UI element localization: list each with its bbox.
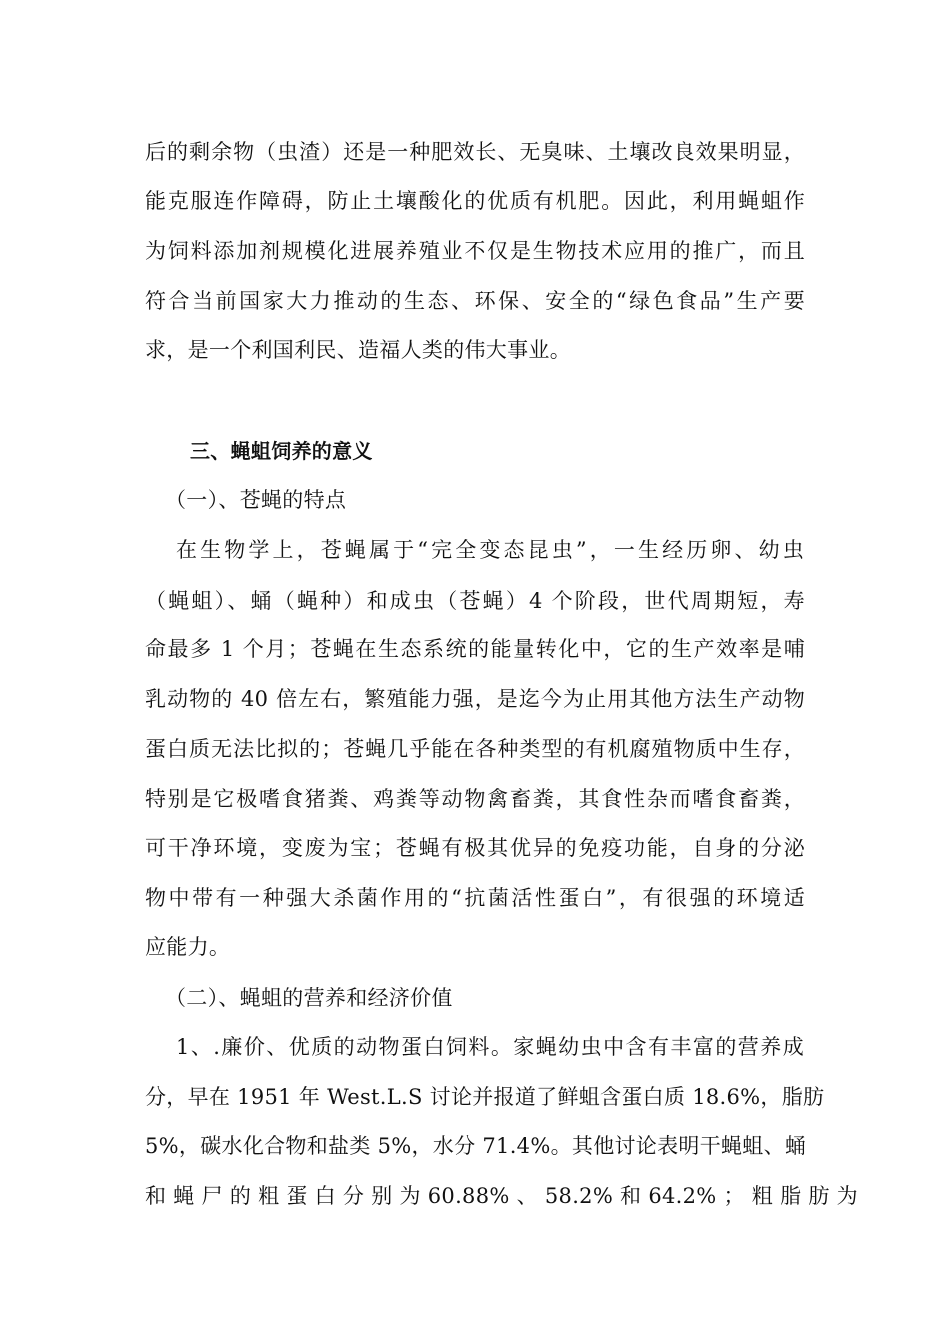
section-heading: 三、蝇蛆饲养的意义 (190, 439, 373, 463)
paragraph-line: 乳动物的 40 倍左右，繁殖能力强，是迄今为止用其他方法生产动物 (145, 687, 805, 711)
paragraph-line: 特别是它极嗜食猪粪、鸡粪等动物禽畜粪，其食性杂而嗜食畜粪， (145, 787, 805, 811)
paragraph-line: 求，是一个利国利民、造福人类的伟大事业。 (145, 338, 571, 362)
paragraph-line: 和 蝇 尸 的 粗 蛋 白 分 别 为 60.88% 、 58.2% 和 64.2% ； 粗 脂 肪 为 (145, 1184, 858, 1208)
subheading: （二）、蝇蛆的营养和经济价值 (165, 986, 453, 1010)
paragraph-line: 蛋白质无法比拟的；苍蝇几乎能在各种类型的有机腐殖物质中生存， (145, 737, 805, 761)
paragraph-line: 应能力。 (145, 935, 231, 959)
paragraph-line: 能克服连作障碍，防止土壤酸化的优质有机肥。因此，利用蝇蛆作 (145, 189, 805, 213)
paragraph-line: 1、.廉价、优质的动物蛋白饲料。家蝇幼虫中含有丰富的营养成 (176, 1035, 804, 1059)
paragraph-line: 5%，碳水化合物和盐类 5%，水分 71.4%。其他讨论表明干蝇蛆、蛹 (145, 1134, 807, 1158)
paragraph-line: 分，早在 1951 年 West.L.S 讨论并报道了鲜蛆含蛋白质 18.6%，脂肪 (145, 1085, 825, 1109)
paragraph-line: 后的剩余物（虫渣）还是一种肥效长、无臭味、土壤改良效果明显， (145, 140, 805, 164)
paragraph-line: 物中带有一种强大杀菌作用的“抗菌活性蛋白”，有很强的环境适 (145, 886, 805, 910)
paragraph-line: 符合当前国家大力推动的生态、环保、安全的“绿色食品”生产要 (145, 289, 805, 313)
paragraph-line: 为饲料添加剂规模化进展养殖业不仅是生物技术应用的推广，而且 (145, 239, 805, 263)
paragraph-line: 可干净环境，变废为宝；苍蝇有极其优异的免疫功能，自身的分泌 (145, 836, 805, 860)
paragraph-line: 命最多 1 个月；苍蝇在生态系统的能量转化中，它的生产效率是哺 (145, 637, 805, 661)
subheading: （一）、苍蝇的特点 (165, 488, 347, 512)
paragraph-line: 在生物学上，苍蝇属于“完全变态昆虫”，一生经历卵、幼虫 (176, 538, 804, 562)
paragraph-line: （蝇蛆）、蛹（蝇种）和成虫（苍蝇）4 个阶段，世代周期短，寿 (145, 589, 805, 613)
